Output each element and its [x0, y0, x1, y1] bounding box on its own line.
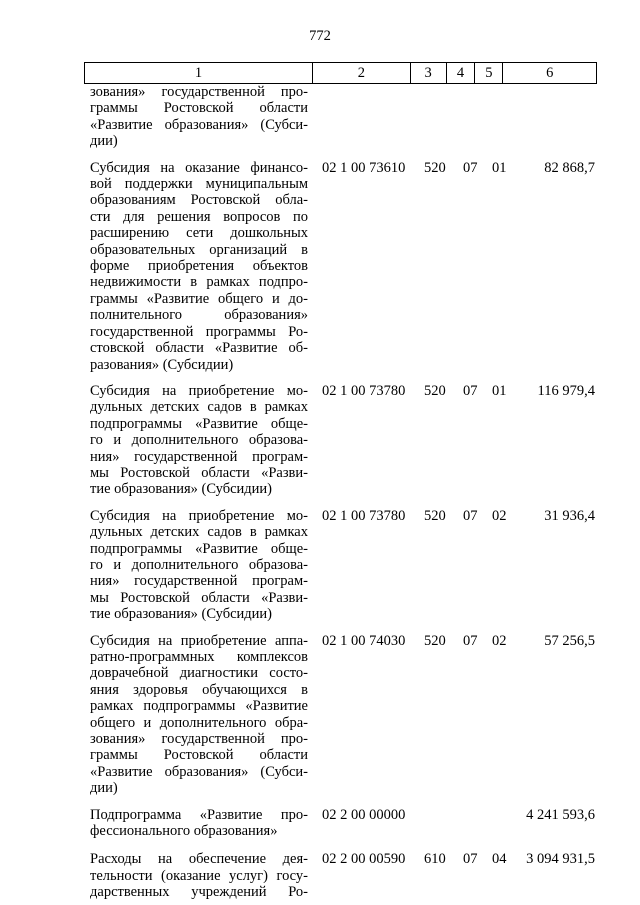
row-description: [84, 633, 312, 797]
description-line: образовательных организаций в: [90, 241, 308, 258]
header-col-6: 6: [502, 63, 596, 83]
row-code: [312, 84, 420, 150]
row-code: 02 1 00 73780: [322, 507, 406, 524]
row-subsection: 02: [492, 632, 507, 649]
row-code: 02 1 00 74030: [322, 632, 406, 649]
description-line: фессионального образования»: [90, 823, 278, 840]
row-amount: 3 094 931,5: [526, 851, 595, 868]
row-section: 07: [463, 507, 478, 524]
description-line: образованиям Ростовской обла-: [90, 192, 308, 209]
description-line: зования» государственной про-: [90, 731, 308, 748]
row-description: [84, 807, 312, 840]
description-line: граммы Ростовской области: [90, 100, 308, 117]
description-line: форме приобретения объектов: [90, 258, 308, 275]
description-line: го и дополнительного образова-: [90, 432, 308, 449]
description-line: «Развитие образования» (Субси-: [90, 116, 308, 133]
row-section: 07: [463, 851, 478, 868]
table-row: [84, 383, 597, 498]
description-line: рамках подпрограммы «Развитие: [90, 698, 308, 715]
row-description: [84, 160, 312, 373]
description-line: яния здоровья обучающихся в: [90, 681, 308, 698]
header-col-3: 3: [410, 63, 446, 83]
row-section: 07: [463, 382, 478, 399]
row-amount: 82 868,7: [544, 159, 595, 176]
table-row: [84, 508, 597, 623]
row-expense-type: [420, 84, 460, 150]
description-line: граммы «Развитие общего и до-: [90, 290, 308, 307]
description-line: полнительного образования»: [90, 307, 308, 324]
row-expense-type: 610: [424, 851, 446, 868]
row-code: 02 1 00 73780: [322, 382, 406, 399]
description-line: Субсидия на приобретение мо-: [90, 382, 308, 399]
row-section: 07: [463, 632, 478, 649]
description-line: общего и дополнительного обра-: [90, 714, 308, 731]
description-line: го и дополнительного образова-: [90, 556, 308, 573]
header-col-1: 1: [194, 65, 203, 81]
description-line: ния» государственной програм-: [90, 573, 308, 590]
row-code: 02 2 00 00590: [322, 851, 406, 868]
table-row: [84, 633, 597, 797]
description-line: расширению сети дошкольных: [90, 225, 308, 242]
description-line: дии): [90, 780, 118, 797]
row-description: [84, 84, 312, 150]
description-line: тие образования» (Субсидии): [90, 606, 273, 623]
row-expense-type: 520: [424, 159, 446, 176]
row-subsection: [488, 807, 510, 840]
row-amount: 116 979,4: [537, 382, 595, 399]
row-section: [460, 84, 488, 150]
description-line: дии): [90, 133, 118, 150]
description-line: тельности (оказание услуг) госу-: [90, 867, 308, 884]
row-expense-type: [420, 807, 460, 840]
row-subsection: 01: [492, 159, 507, 176]
header-col-5: 5: [474, 63, 502, 83]
description-line: «Развитие образования» (Субси-: [90, 763, 308, 780]
row-code: 02 2 00 00000: [322, 806, 406, 823]
row-description: [84, 851, 312, 900]
row-section: 07: [463, 159, 478, 176]
row-code: 02 1 00 73610: [322, 159, 406, 176]
table-row: [84, 851, 597, 900]
row-description: [84, 508, 312, 623]
description-line: вой поддержки муниципальным: [90, 176, 308, 193]
description-line: подпрограммы «Развитие обще-: [90, 415, 308, 432]
row-subsection: 02: [492, 507, 507, 524]
description-line: граммы Ростовской области: [90, 747, 308, 764]
description-line: разования» (Субсидии): [90, 356, 234, 373]
description-line: недвижимости в рамках подпро-: [90, 274, 308, 291]
row-expense-type: 520: [424, 632, 446, 649]
description-line: дульных детских садов в рамках: [90, 524, 308, 541]
table-body: [84, 84, 597, 901]
description-line: тие образования» (Субсидии): [90, 481, 273, 498]
description-line: стовской области «Развитие об-: [90, 340, 308, 357]
row-description: [84, 383, 312, 498]
row-expense-type: 520: [424, 507, 446, 524]
description-line: мы Ростовской области «Разви-: [90, 464, 308, 481]
row-section: [460, 807, 488, 840]
table-row: [84, 807, 597, 840]
description-line: дарственных учреждений Ро-: [90, 884, 308, 901]
row-subsection: 01: [492, 382, 507, 399]
description-line: Субсидия на оказание финансо-: [90, 159, 308, 176]
description-line: ратно-программных комплексов: [90, 649, 308, 665]
description-line: дульных детских садов в рамках: [90, 399, 308, 416]
page-number: 772: [309, 28, 331, 44]
row-amount: 31 936,4: [544, 507, 595, 524]
table-row: [84, 160, 597, 373]
row-amount: [510, 84, 597, 150]
description-line: Подпрограмма «Развитие про-: [90, 806, 308, 823]
description-line: государственной программы Ро-: [90, 323, 308, 340]
row-subsection: 04: [492, 851, 507, 868]
description-line: ния» государственной програм-: [90, 448, 308, 465]
row-subsection: [488, 84, 510, 150]
description-line: Расходы на обеспечение дея-: [90, 851, 308, 868]
description-line: Субсидия на приобретение мо-: [90, 507, 308, 524]
table-row: [84, 84, 597, 150]
description-line: мы Ростовской области «Разви-: [90, 589, 308, 606]
row-amount: 57 256,5: [544, 632, 595, 649]
header-col-2: 2: [312, 63, 410, 83]
description-line: зования» государственной про-: [90, 84, 308, 100]
description-line: Субсидия на приобретение аппа-: [90, 632, 308, 649]
description-line: доврачебной диагностики состо-: [90, 665, 308, 682]
table-header: [84, 62, 597, 84]
description-line: сти для решения вопросов по: [90, 208, 308, 225]
row-expense-type: 520: [424, 382, 446, 399]
description-line: подпрограммы «Развитие обще-: [90, 540, 308, 557]
header-col-4: 4: [446, 63, 475, 83]
row-amount: 4 241 593,6: [526, 806, 595, 823]
budget-table: [84, 62, 597, 901]
